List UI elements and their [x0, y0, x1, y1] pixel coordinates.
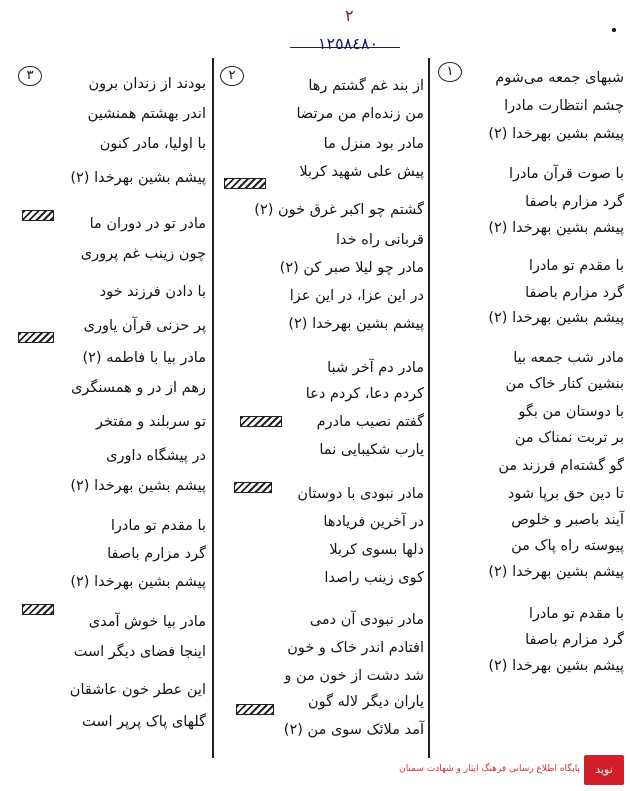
verse-line: مادر نبودی آن دمی	[309, 612, 424, 628]
header-underline	[290, 47, 400, 48]
verse-line: شد دشت از خون من و	[284, 668, 424, 684]
verse-line: گرد مزارم باصفا	[525, 285, 624, 301]
ink-scribble	[240, 416, 282, 427]
verse-line: بودند از زندان برون	[88, 76, 206, 92]
verse-line: پیشم بشین بهرخدا (٢)	[70, 170, 206, 186]
verse-line: مادر بیا با فاطمه (٢)	[82, 350, 206, 366]
verse-line: گرد مزارم باصفا	[525, 194, 624, 210]
verse-line: پیوسته راه پاک من	[511, 538, 624, 554]
verse-line: پیشم بشین بهرخدا (٢)	[70, 478, 206, 494]
verse-line: تا دین حق برپا شود	[507, 486, 624, 502]
ink-scribble	[234, 482, 272, 493]
verse-line: پیشم بشین بهرخدا (٢)	[70, 574, 206, 590]
column-left	[6, 60, 206, 760]
verse-line: پیشم بشین بهرخدا (٢)	[288, 316, 424, 332]
verse-line: در پیشگاه داوری	[106, 448, 206, 464]
column-number: ٢	[220, 66, 244, 86]
verse-line: یاران دیگر لاله گون	[308, 694, 424, 710]
verse-line: بر تربت نمناک من	[514, 430, 624, 446]
verse-line: گفتم نصیب مادرم	[316, 414, 424, 430]
verse-line: گو گشته‌ام فرزند من	[498, 458, 624, 474]
verse-line: در این عزا، در این عزا	[289, 288, 424, 304]
verse-line: مادر چو لیلا صبر کن (٢)	[279, 260, 424, 276]
verse-line: مادر بود منزل ما	[323, 136, 424, 152]
verse-line: پیشم بشین بهرخدا (٢)	[488, 126, 624, 142]
verse-line: بنشین کنار خاک من	[505, 376, 624, 392]
verse-line: پیشم بشین بهرخدا (٢)	[488, 310, 624, 326]
verse-line: افتادم اندر خاک و خون	[287, 640, 424, 656]
verse-line: من زنده‌ام من مرتضا	[296, 106, 424, 122]
verse-line: از بند غم گشتم رها	[308, 78, 424, 94]
verse-line: پیشم بشین بهرخدا (٢)	[488, 658, 624, 674]
site-logo	[399, 755, 624, 785]
verse-line: پیشم بشین بهرخدا (٢)	[488, 220, 624, 236]
verse-line: تو سربلند و مفتخر	[95, 414, 206, 430]
verse-line: مادر تو در دوران ما	[89, 216, 206, 232]
verse-line: با اولیا، مادر کنون	[99, 136, 206, 152]
column-number: ٣	[18, 66, 42, 86]
verse-line: گرد مزارم باصفا	[525, 632, 624, 648]
verse-line: مادر نبودی با دوستان	[297, 486, 424, 502]
verse-line: چون زینب غم پروری	[80, 246, 206, 262]
verse-line: گلهای پاک پرپر است	[82, 714, 206, 730]
verse-line: گشتم چو اکبر غرق خون (٢)	[254, 202, 424, 218]
verse-line: مادر دم آخر شبا	[327, 360, 424, 376]
column-right	[436, 60, 624, 760]
logo-text: پایگاه اطلاع رسانی فرهنگ ایثار و شهادت سمنان	[399, 764, 580, 774]
verse-line: پیشم بشین بهرخدا (٢)	[488, 564, 624, 580]
verse-line: کردم دعا، کردم دعا	[305, 386, 424, 402]
verse-line: با دادن فرزند خود	[99, 284, 206, 300]
verse-line: با مقدم تو مادرا	[528, 258, 624, 274]
header-mark: ٢	[345, 6, 354, 25]
verse-line: چشم انتظارت مادرا	[504, 98, 624, 114]
verse-line: با صوت قرآن مادرا	[508, 166, 624, 182]
column-divider-right	[428, 58, 430, 758]
ink-dot	[612, 28, 616, 32]
ink-scribble	[236, 704, 274, 715]
verse-line: اندر بهشتم همنشین	[87, 106, 206, 122]
column-middle	[220, 60, 424, 760]
verse-line: با مقدم تو مادرا	[110, 518, 206, 534]
ink-scribble	[22, 210, 54, 221]
verse-line: با دوستان من بگو	[518, 404, 624, 420]
verse-line: قربانی راه خدا	[336, 232, 424, 248]
verse-line: مادر شب جمعه بیا	[513, 350, 624, 366]
column-number: ١	[438, 62, 462, 82]
ink-scribble	[22, 604, 54, 615]
ink-scribble	[224, 178, 266, 189]
verse-line: دلها بسوی کربلا	[329, 542, 424, 558]
verse-line: آمد ملائک سوی من (٢)	[283, 722, 424, 738]
column-divider-left	[212, 58, 214, 758]
ink-scribble	[18, 332, 54, 343]
verse-line: اینجا فضای دیگر است	[73, 644, 206, 660]
verse-line: با مقدم تو مادرا	[528, 606, 624, 622]
verse-line: گرد مزارم باصفا	[107, 546, 206, 562]
verse-line: در آخرین فریادها	[323, 514, 424, 530]
verse-line: پیش علی شهید کربلا	[299, 164, 424, 180]
verse-line: پر حزنی قرآن یاوری	[83, 318, 206, 334]
verse-line: این عطر خون عاشقان	[69, 682, 206, 698]
verse-line: کوی زینب راصدا	[324, 570, 424, 586]
verse-line: رهم از در و همسنگری	[71, 380, 206, 396]
document-number: ١٢٥٨٤٨٠	[317, 34, 379, 53]
verse-line: شبهای جمعه می‌شوم	[495, 70, 624, 86]
verse-line: آیند باصبر و خلوص	[511, 512, 624, 528]
verse-line: یارب شکیبایی نما	[319, 442, 424, 458]
verse-line: مادر بیا خوش آمدی	[88, 614, 206, 630]
logo-mark: نوید	[584, 755, 624, 785]
